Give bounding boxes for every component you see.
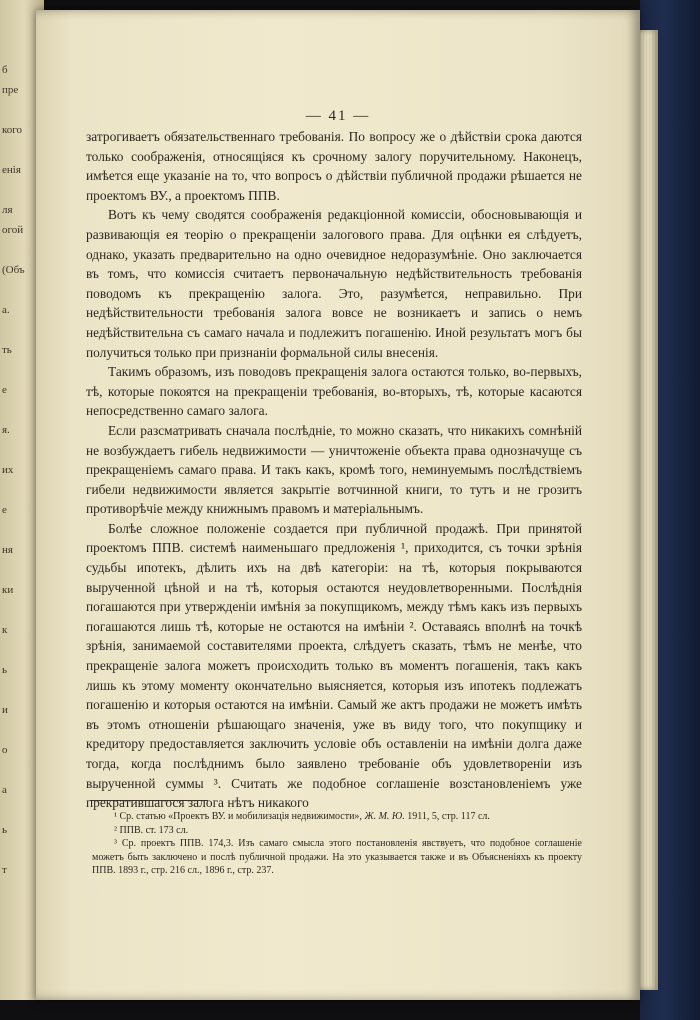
footnote-separator (90, 800, 208, 801)
paragraph: Болѣе сложное положеніе создается при публичной продажѣ. При принятой проектомъ ППВ. системѣ наименьшаго предложенія ¹, приходится, съ точки зрѣнія судьбы ипотекъ, дѣлить ихъ на двѣ категоріи: на тѣ, которыя покрываются вырученной цѣной и на тѣ, которыя остаются неудовлетворенными. Послѣднія погашаются при утвержденіи имѣнія за покупщикомъ, между тѣмъ какъ изъ первыхъ погашаются лишь тѣ, которые не остаются на имѣніи ². Оставаясь вполнѣ на точкѣ зрѣнія, занимаемой составителями проекта, слѣдуетъ сказать, тѣмъ не менѣе, что прекращеніе залога можетъ происходить только въ моментъ погашенія, такъ какъ лишь къ этому моменту окончательно выясняется, которыя изъ ипотекъ подлежатъ погашенію и которыя остаются на имѣніи. Самый же актъ продажи не можетъ имѣть въ этомъ отношеніи рѣшающаго значенія, уже въ виду того, что покупщику и кредитору предоставляется заключить условіе объ оставленіи на имѣніи долга даже тогда, когда послѣднимъ было заявлено требованіе объ удовлетвореніи изъ вырученной суммы ³. Считать же подобное соглашеніе возстановленіемъ уже прекратившагося залога нѣтъ никакого (86, 520, 582, 811)
footnote-text: ³ Ср. проектъ ППВ. 174,3. Изъ самаго смысла этого постановленія явствуетъ, что подобное соглашеніе можетъ быть заключено и послѣ публичной продажи. На это указывается также и въ Объясненіяхъ къ проекту ППВ. 1893 г., стр. 216 сл., 1896 г., стр. 237. (92, 838, 582, 877)
footnote-text: ¹ Ср. статью «Проектъ ВУ. и мобилизація недвижимости», (114, 811, 362, 822)
facing-page-line: пре (2, 84, 19, 96)
footnotes (92, 810, 582, 878)
book-page (36, 10, 640, 1000)
footnote-tail: 1911, 5, стр. 117 сл. (407, 811, 490, 822)
page-number: — 41 — (305, 108, 371, 124)
facing-page-line: ля (2, 204, 13, 216)
facing-page-line: ть (2, 344, 12, 356)
facing-page-line: т (2, 864, 7, 876)
facing-page-line: и (2, 704, 8, 716)
footnote-3 (92, 837, 582, 878)
facing-page-line: б (2, 64, 8, 76)
footnote-source: Ж. М. Ю. (364, 811, 405, 822)
footnote-1 (92, 810, 582, 824)
facing-page-line: (Объ (2, 264, 25, 276)
facing-page-line: а. (2, 304, 10, 316)
facing-page-line: ь (2, 824, 8, 836)
paragraph: Такимъ образомъ, изъ поводовъ прекращенія залога остаются только, во-первыхъ, тѣ, которые покоятся на прекращеніи требованія, во-вторыхъ, тѣ, которые касаются непосредственно самаго залога. (86, 364, 582, 419)
facing-page-line: ки (2, 584, 14, 596)
facing-page-line: а (2, 784, 7, 796)
body-text (86, 127, 582, 813)
footnote-text: ² ППВ. ст. 173 сл. (114, 824, 189, 836)
paragraph: Вотъ къ чему сводятся соображенія редакціонной комиссіи, обосновывающія и развивающія ея теорію о прекращеніи залогового права. Для оцѣнки ея слѣдуетъ, однако, указать предварительно на одно очевидное недоразумѣніе. Оно заключается въ томъ, что комиссія считаетъ первоначальную недѣйствительность требованія поводомъ къ прекращенію залога. Это, разумѣется, неправильно. При недѣйствительности требованія залога вовсе не возникаетъ и запись о немъ недѣйствительна съ самаго начала и подлежитъ погашенію. Иной результатъ могъ бы получиться только при признаніи формальной силы внесенія. (86, 207, 582, 360)
paragraph: Если разсматривать сначала послѣдніе, то можно сказать, что никакихъ сомнѣній не возбуждаетъ гибель недвижимости — уничтоженіе объекта права однозначуще съ прекращеніемъ самаго права. И такъ какъ, кромѣ того, неминуемымъ послѣдствіемъ гибели недвижимости является закрытіе вотчинной книги, то тутъ и не грозитъ противорѣчіе между книжнымъ правомъ и матеріальнымъ. (86, 422, 582, 517)
facing-page-line: ь (2, 664, 8, 676)
facing-page-line: е (2, 504, 7, 516)
facing-page-line: огой (2, 224, 24, 236)
facing-page-line: я. (2, 424, 10, 436)
facing-page-line: к (2, 624, 8, 636)
facing-page-line: о (2, 744, 8, 756)
facing-page-line: кого (2, 124, 23, 136)
facing-page-line: енія (2, 164, 21, 176)
footnote-2 (92, 824, 582, 838)
facing-page-line: их (2, 464, 14, 476)
facing-page-line: ня (2, 544, 13, 556)
facing-page-line: е (2, 384, 7, 396)
paragraph: затрогиваетъ обязательственнаго требованія. По вопросу же о дѣйствіи срока даются только соображенія, относящіяся къ срочному залогу поручительному. Наконецъ, имѣется еще указаніе на то, что вопросъ о дѣйствіи публичной продажи рѣшается не проектомъ ВУ., а проектомъ ППВ. (86, 129, 582, 203)
